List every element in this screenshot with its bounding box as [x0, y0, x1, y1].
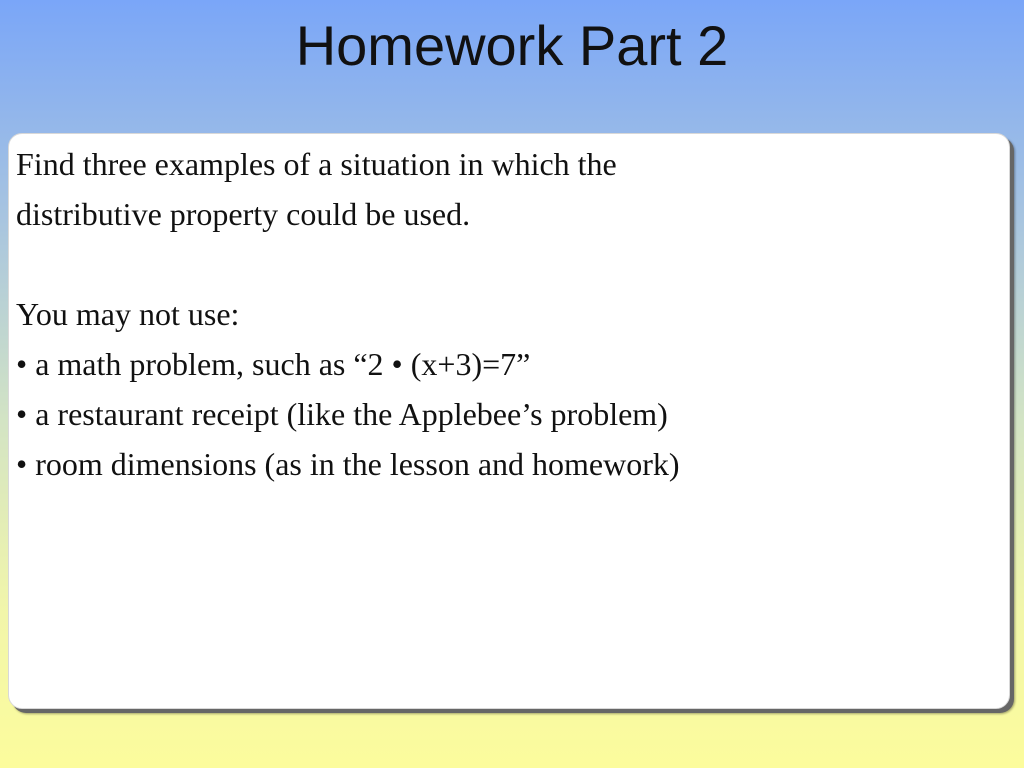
restriction-item: • room dimensions (as in the lesson and homework): [16, 446, 680, 482]
paragraph-spacer: [16, 239, 1006, 289]
restriction-item: • a restaurant receipt (like the Applebee’s problem): [16, 396, 668, 432]
intro-line-2: distributive property could be used.: [16, 196, 471, 232]
restriction-heading: You may not use:: [16, 296, 240, 332]
slide-title: Homework Part 2: [295, 14, 729, 77]
content-text: [16, 139, 1006, 489]
restriction-item: • a math problem, such as “2 • (x+3)=7”: [16, 346, 531, 382]
intro-line-1: Find three examples of a situation in which the: [16, 146, 617, 182]
